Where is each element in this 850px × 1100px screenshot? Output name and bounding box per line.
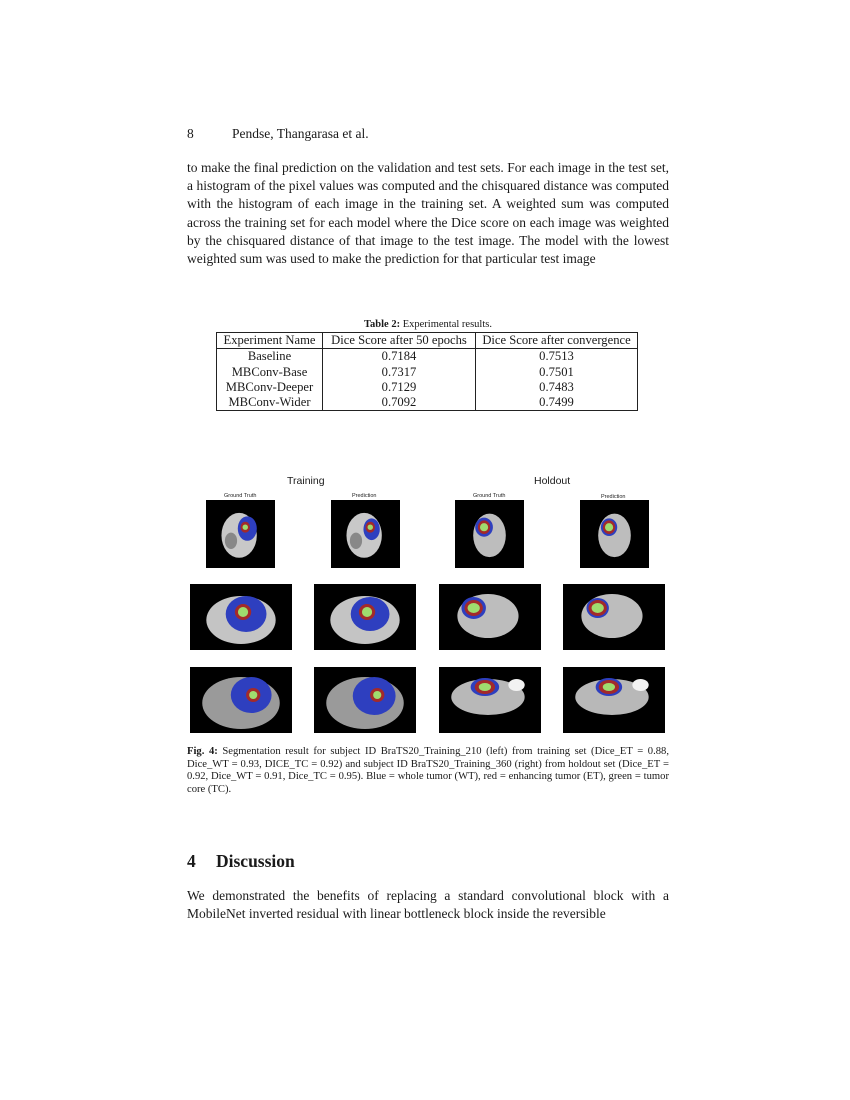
- page-number: 8: [187, 126, 194, 141]
- table-caption: [187, 319, 669, 330]
- table-caption-label: Table 2:: [364, 319, 401, 330]
- figure-group-label-training: Training: [287, 475, 325, 487]
- table-cell: 0.7092: [323, 395, 476, 411]
- column-label-ground-truth: Ground Truth: [224, 493, 257, 499]
- mri-coronal-ground-truth-training: [190, 584, 292, 650]
- mri-coronal-ground-truth-holdout: [439, 584, 541, 650]
- table-cell: 0.7501: [476, 365, 638, 380]
- mri-coronal-prediction-holdout: [563, 584, 665, 650]
- table-cell: 0.7513: [476, 349, 638, 365]
- table-cell: MBConv-Base: [217, 365, 323, 380]
- table-cell: 0.7499: [476, 395, 638, 411]
- mri-axial-prediction-training: [331, 500, 400, 568]
- table-cell: 0.7317: [323, 365, 476, 380]
- table-row: [217, 395, 638, 411]
- table-header-row: [217, 333, 638, 349]
- section-title: Discussion: [216, 851, 295, 871]
- mri-axial-ground-truth-holdout: [455, 500, 524, 568]
- figure-caption: [187, 746, 669, 796]
- table-cell: 0.7129: [323, 380, 476, 395]
- table-cell: 0.7184: [323, 349, 476, 365]
- mri-axial-ground-truth-training: [206, 500, 275, 568]
- table-row: [217, 380, 638, 395]
- column-label-prediction: Prediction: [352, 493, 377, 499]
- mri-sagittal-ground-truth-holdout: [439, 667, 541, 733]
- column-header: Experiment Name: [217, 333, 323, 349]
- table-cell: MBConv-Wider: [217, 395, 323, 411]
- mri-sagittal-prediction-holdout: [563, 667, 665, 733]
- table-row: [217, 365, 638, 380]
- section-number: 4: [187, 851, 196, 871]
- mri-coronal-prediction-training: [314, 584, 416, 650]
- mri-sagittal-prediction-training: [314, 667, 416, 733]
- figure-caption-label: Fig. 4:: [187, 746, 218, 757]
- mri-axial-prediction-holdout: [580, 500, 649, 568]
- table-cell: Baseline: [217, 349, 323, 365]
- figure-group-label-holdout: Holdout: [534, 475, 571, 487]
- column-header: Dice Score after 50 epochs: [323, 333, 476, 349]
- table-cell: MBConv-Deeper: [217, 380, 323, 395]
- mri-sagittal-ground-truth-training: [190, 667, 292, 733]
- discussion-paragraph: We demonstrated the benefits of replacing a standard convolutional block with a MobileNet inverted residual with linear bottleneck block inside the reversible: [187, 888, 669, 922]
- figure-caption-text: Segmentation result for subject ID BraTS20_Training_210 (left) from training set (Dice_ET = 0.88, Dice_WT = 0.93, DICE_TC = 0.92) and subject ID BraTS20_Training_360 (right) from holdout set (Dice_ET = 0.92, Dice_WT = 0.91, Dice_TC = 0.95). Blue = whole tumor (WT), red = enhancing tumor (ET), green = tumor core (TC).: [187, 746, 669, 795]
- table-cell: 0.7483: [476, 380, 638, 395]
- intro-paragraph: to make the final prediction on the validation and test sets. For each image in the test set, a histogram of the pixel values was computed and the chisquared distance was computed with the histogram of each image in the training set. A weighted sum was computed across the training set for each model where the Dice score on each image was weighted by the chisquared distance of that image to the test image. The model with the lowest weighted sum was used to make the prediction for that particular test image: [187, 160, 669, 267]
- table-row: [217, 349, 638, 365]
- column-label-prediction: Prediction: [601, 494, 626, 500]
- results-table: [216, 332, 638, 411]
- running-head-authors: Pendse, Thangarasa et al.: [232, 126, 369, 141]
- column-header: Dice Score after convergence: [476, 333, 638, 349]
- table-caption-text: Experimental results.: [400, 319, 492, 330]
- column-label-ground-truth: Ground Truth: [473, 493, 506, 499]
